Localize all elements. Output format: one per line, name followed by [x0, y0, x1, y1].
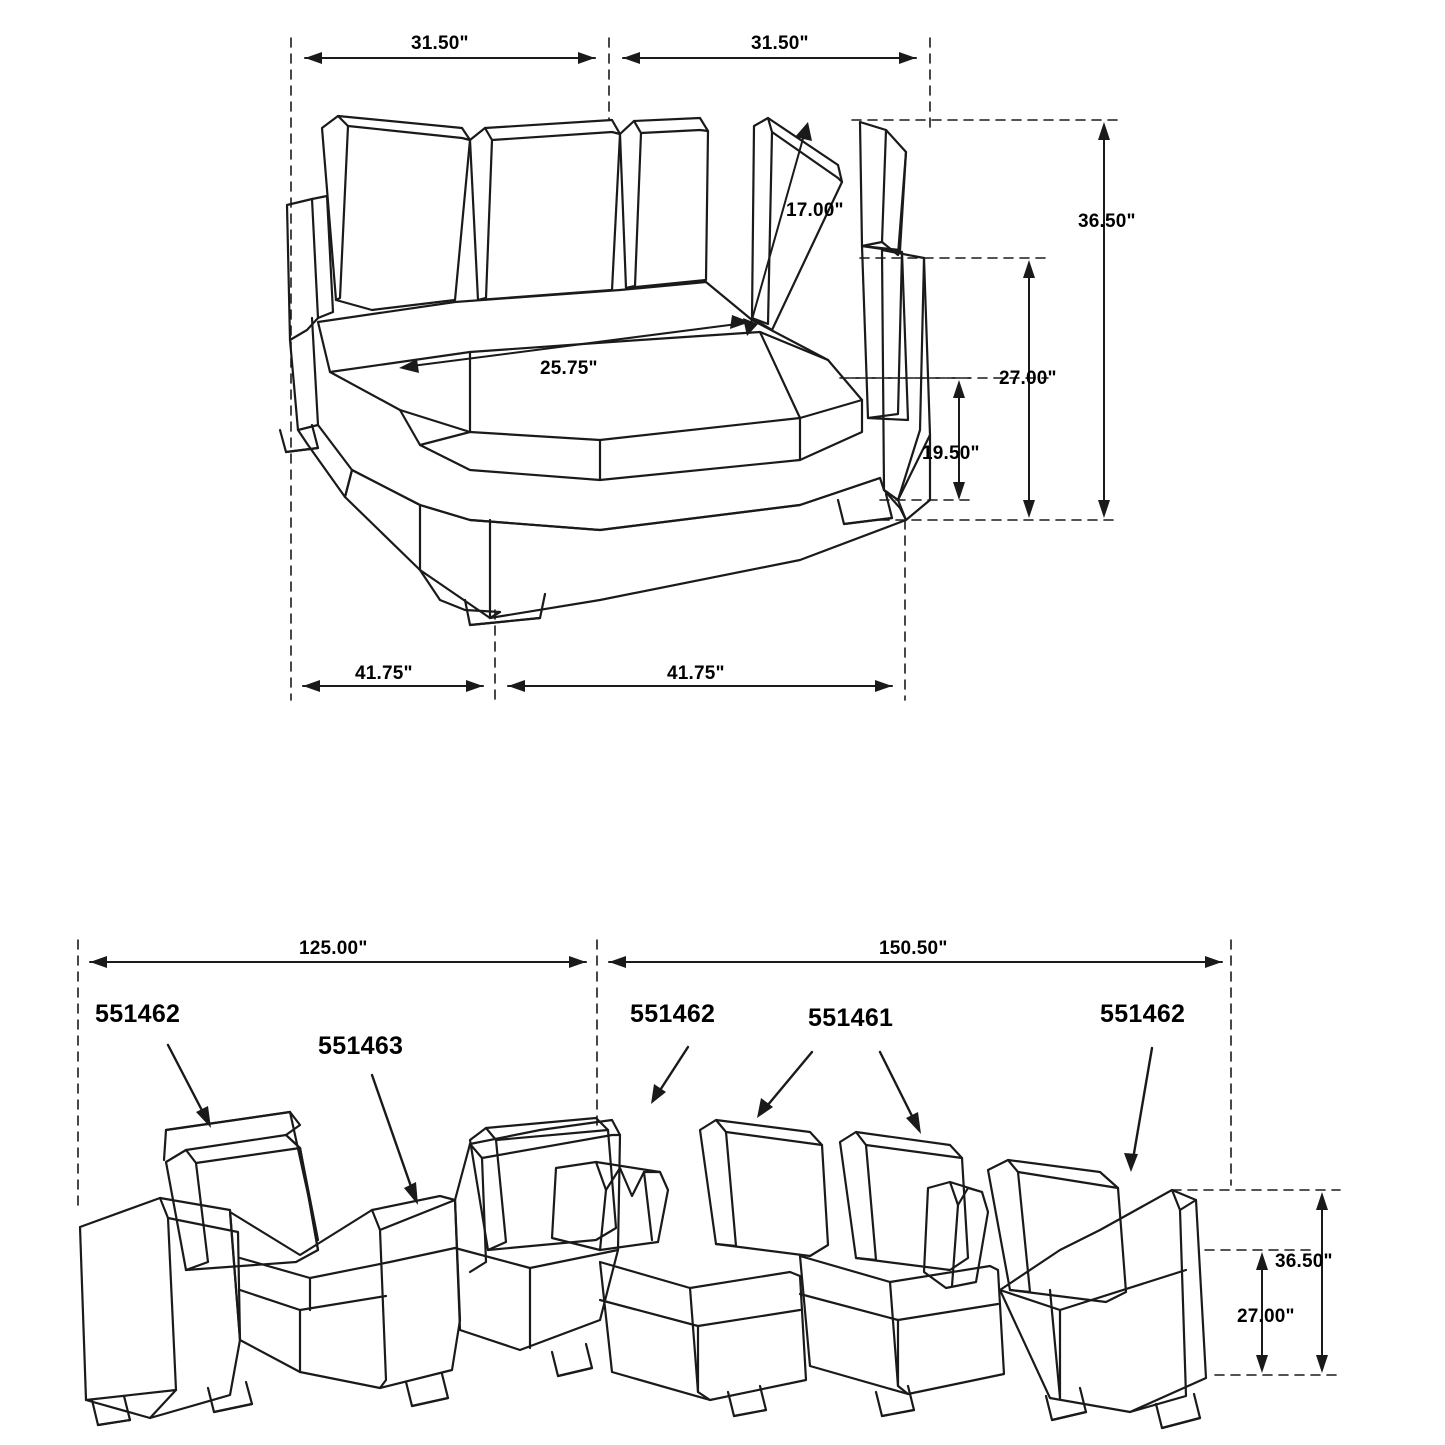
part-code-551462-right: 551462 — [1100, 1000, 1186, 1028]
dim-arm-height: 27.00" — [999, 368, 1057, 389]
part-code-551462-left: 551462 — [95, 1000, 181, 1028]
dim-overall-height: 36.50" — [1078, 211, 1136, 232]
dim-top-width-right: 31.50" — [751, 33, 809, 54]
dim-base-width-left: 41.75" — [355, 663, 413, 684]
dim-assembly-overall-height: 36.50" — [1275, 1251, 1333, 1272]
part-code-551461: 551461 — [808, 1004, 894, 1032]
dim-left-section-width: 125.00" — [299, 938, 368, 959]
dim-base-width-right: 41.75" — [667, 663, 725, 684]
dim-seat-depth: 25.75" — [540, 358, 598, 379]
dim-right-section-width: 150.50" — [879, 938, 948, 959]
dim-assembly-arm-height: 27.00" — [1237, 1306, 1295, 1327]
part-code-551462-corner: 551462 — [630, 1000, 716, 1028]
dim-seat-height: 19.50" — [922, 443, 980, 464]
part-code-551463: 551463 — [318, 1032, 404, 1060]
dim-back-cushion-height: 17.00" — [786, 200, 844, 221]
dim-top-width-left: 31.50" — [411, 33, 469, 54]
